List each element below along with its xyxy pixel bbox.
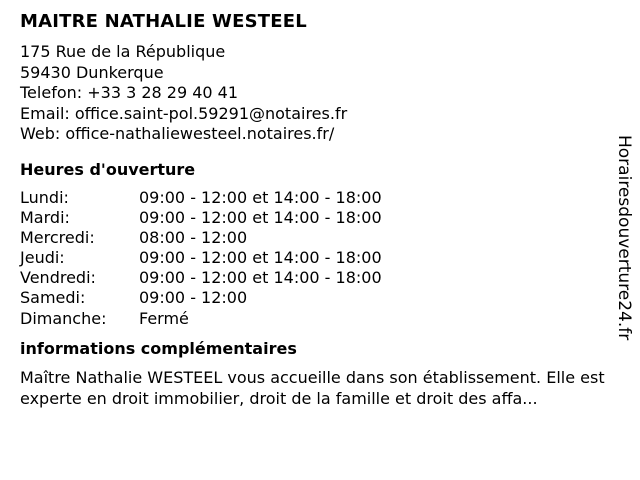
hours-heading: Heures d'ouverture (20, 159, 196, 179)
day-hours: 09:00 - 12:00 et 14:00 - 18:00 (139, 248, 382, 268)
day-label: Dimanche: (20, 308, 107, 328)
watermark-text: Horairesdouverture24.fr (614, 135, 634, 341)
email-line[interactable]: Email: office.saint-pol.59291@notaires.fr (20, 103, 348, 123)
day-label: Mardi: (20, 207, 70, 227)
address-city: 59430 Dunkerque (20, 62, 164, 82)
hours-row-tuesday (20, 208, 610, 228)
business-card (20, 10, 610, 409)
hours-row-thursday (20, 248, 610, 268)
hours-row-friday (20, 268, 610, 288)
site-watermark (610, 135, 638, 345)
day-label: Vendredi: (20, 268, 96, 288)
day-hours: 08:00 - 12:00 (139, 227, 248, 247)
day-label: Samedi: (20, 288, 86, 308)
day-hours: 09:00 - 12:00 et 14:00 - 18:00 (139, 187, 382, 207)
hours-row-monday (20, 188, 610, 208)
day-label: Jeudi: (20, 248, 65, 268)
info-description: Maître Nathalie WESTEEL vous accueille dans son établissement. Elle est experte en droit immobilier, droit de la famille et droit des affa... (20, 367, 605, 408)
day-hours: Fermé (139, 308, 189, 328)
web-line[interactable]: Web: office-nathaliewesteel.notaires.fr/ (20, 124, 335, 143)
address-street: 175 Rue de la République (20, 42, 226, 61)
hours-row-wednesday (20, 228, 610, 248)
info-heading: informations complémentaires (20, 338, 297, 358)
day-label: Mercredi: (20, 227, 95, 247)
hours-row-saturday (20, 288, 610, 308)
day-label: Lundi: (20, 187, 69, 207)
day-hours: 09:00 - 12:00 et 14:00 - 18:00 (139, 207, 382, 227)
hours-row-sunday (20, 309, 610, 329)
day-hours: 09:00 - 12:00 (139, 288, 248, 308)
hours-table (20, 188, 610, 329)
phone-line[interactable]: Telefon: +33 3 28 29 40 41 (20, 83, 239, 102)
business-name: MAITRE NATHALIE WESTEEL (20, 11, 307, 32)
day-hours: 09:00 - 12:00 et 14:00 - 18:00 (139, 268, 382, 288)
